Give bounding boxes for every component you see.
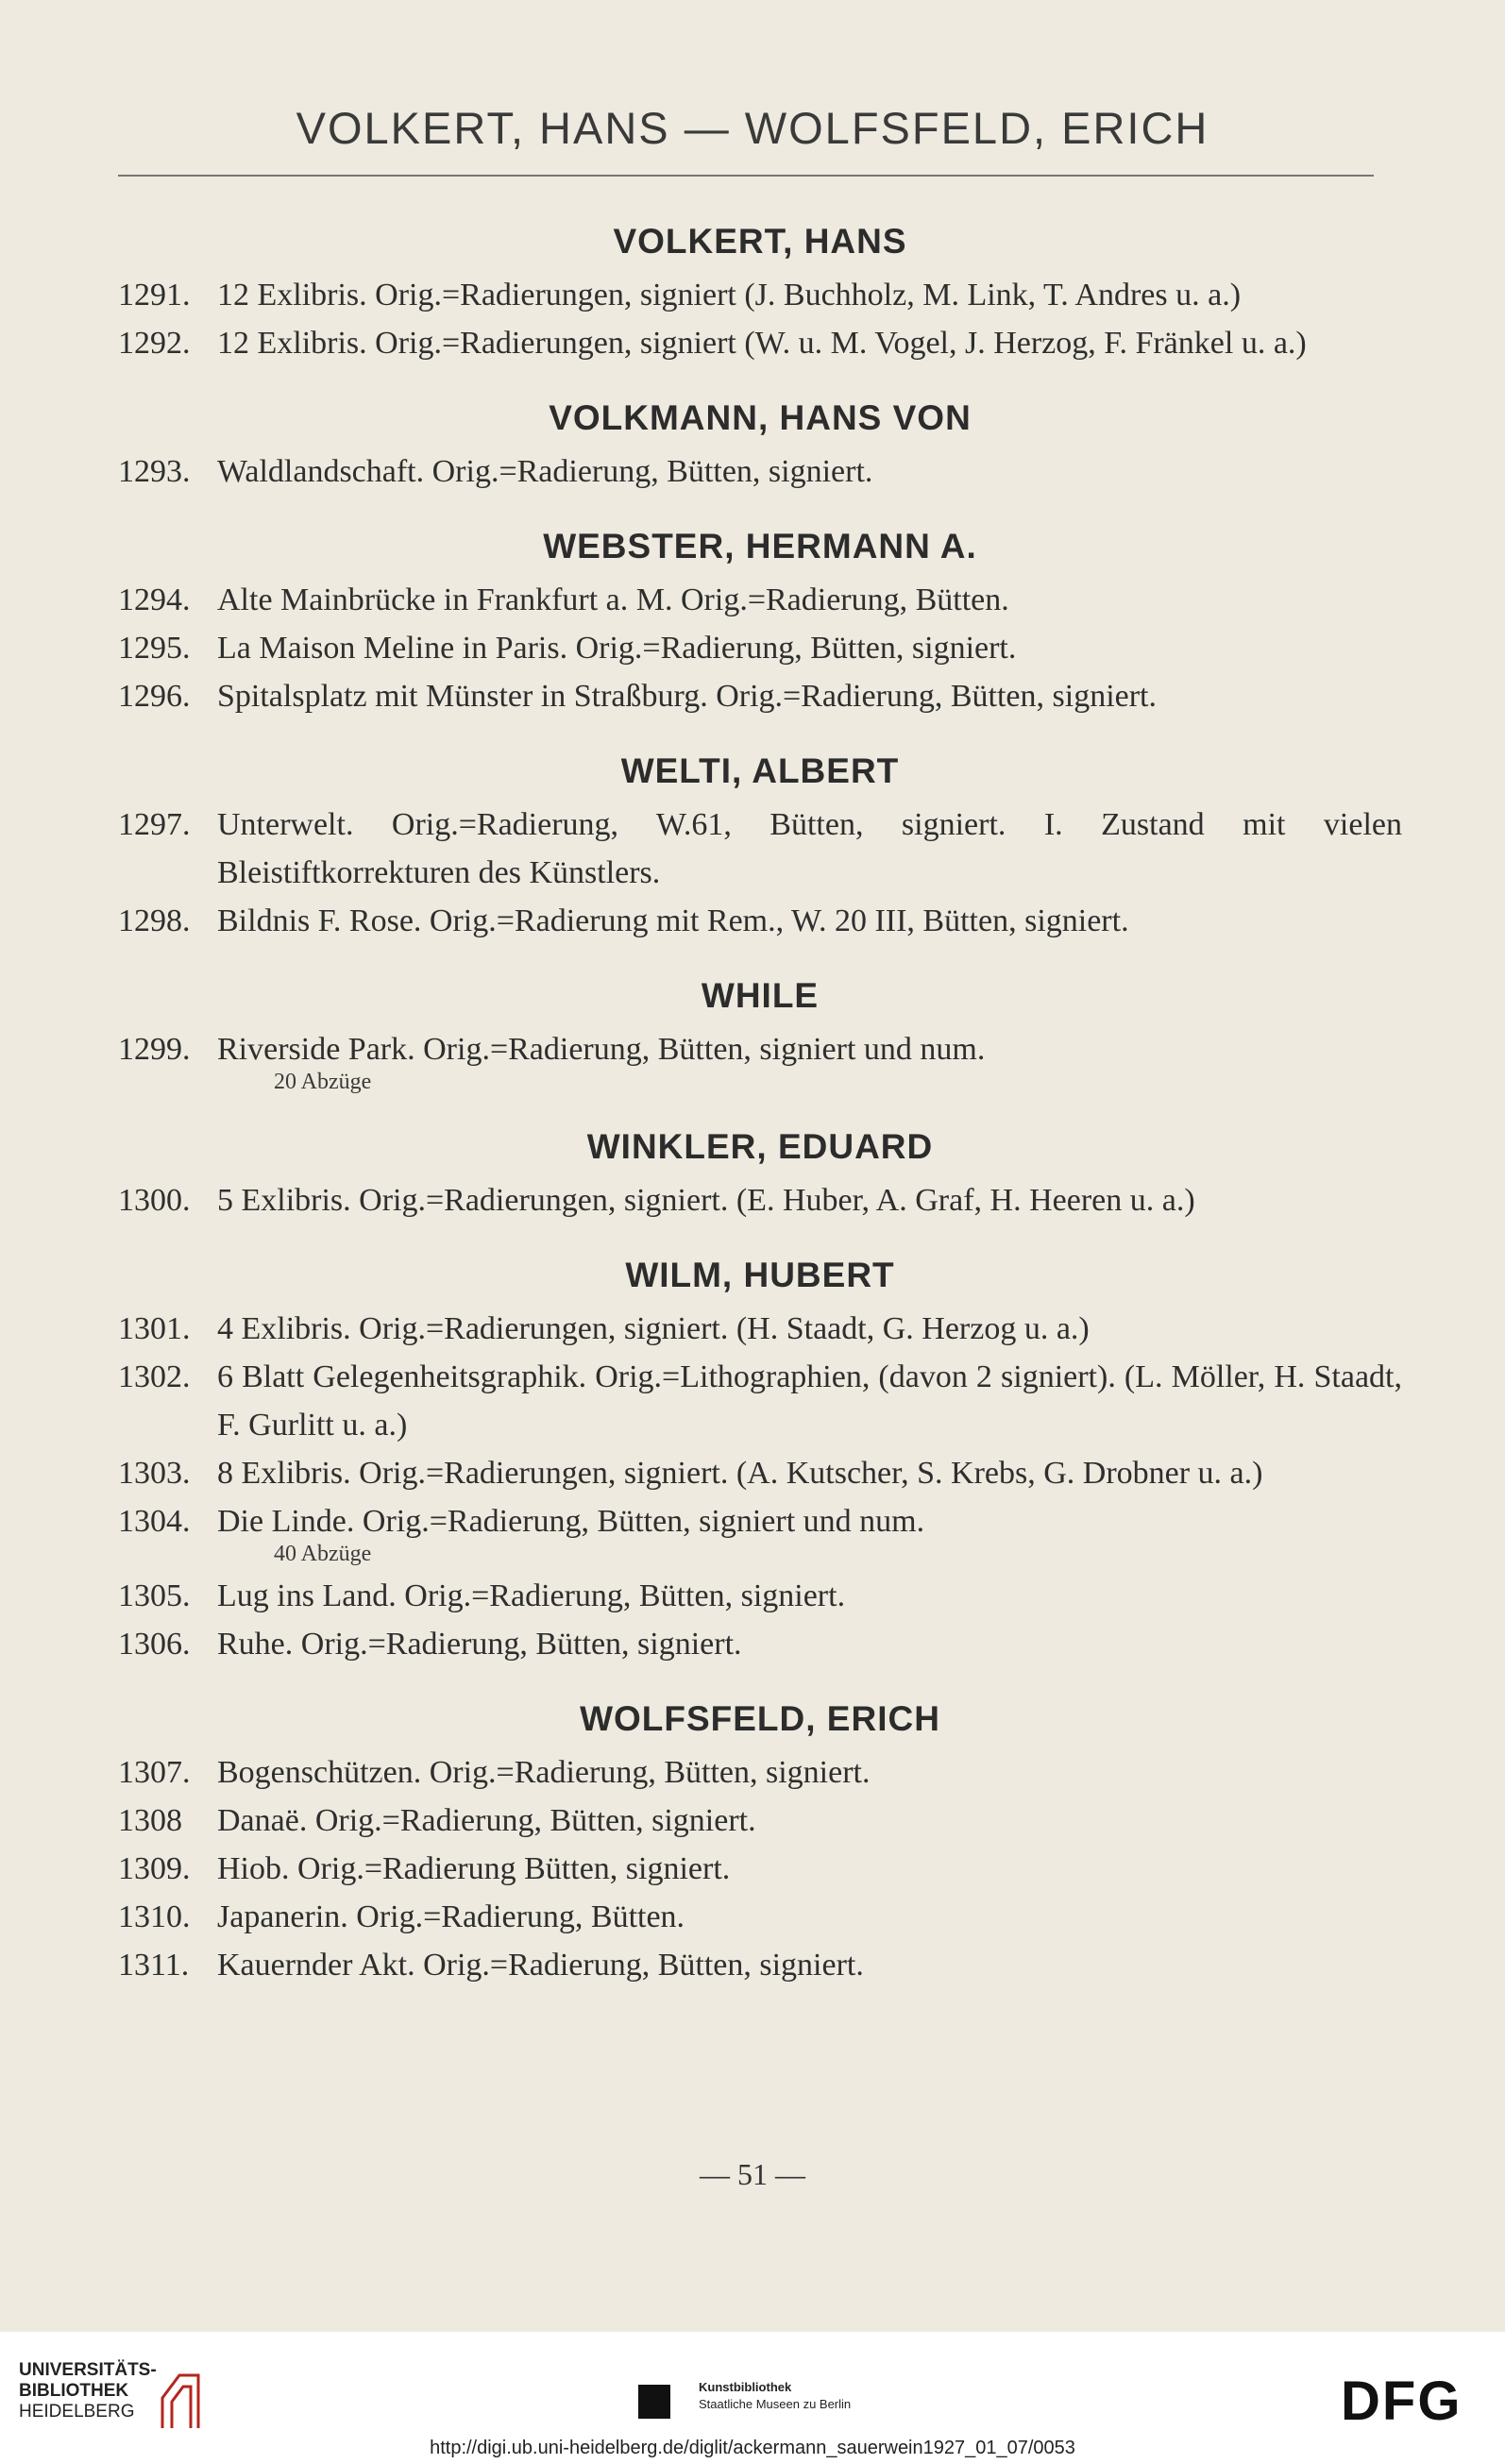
catalog-entry bbox=[118, 801, 1402, 897]
lot-number: 1297. bbox=[118, 807, 191, 842]
lot-number: 1304. bbox=[118, 1504, 191, 1539]
lot-description: 8 Exlibris. Orig.=Radierungen, signiert. (A. Kutscher, S. Krebs, G. Drobner u. a.) bbox=[217, 1456, 1263, 1491]
artist-heading: WHILE bbox=[701, 976, 820, 1015]
catalog-entry bbox=[118, 1449, 1402, 1497]
header-rule bbox=[118, 175, 1374, 177]
source-url-link[interactable]: http://digi.ub.uni-heidelberg.de/diglit/ackermann_sauerwein1927_01_07/0053 bbox=[430, 2438, 1075, 2458]
lot-number: 1309. bbox=[118, 1851, 191, 1886]
artist-heading: WILM, HUBERT bbox=[625, 1256, 895, 1294]
lot-description: Waldlandschaft. Orig.=Radierung, Bütten, signiert. bbox=[217, 454, 873, 489]
lot-number: 1296. bbox=[118, 679, 191, 714]
lot-number: 1301. bbox=[118, 1311, 191, 1346]
lot-description: Kauernder Akt. Orig.=Radierung, Bütten, signiert. bbox=[217, 1948, 864, 1983]
lot-description: Bogenschützen. Orig.=Radierung, Bütten, signiert. bbox=[217, 1755, 871, 1790]
lot-description: Lug ins Land. Orig.=Radierung, Bütten, signiert. bbox=[217, 1578, 846, 1613]
kunstbibliothek-label bbox=[699, 2379, 851, 2413]
catalog-entry bbox=[118, 1353, 1402, 1449]
ub-logo-line1: UNIVERSITÄTS- bbox=[19, 2360, 157, 2380]
lot-number: 1303. bbox=[118, 1456, 191, 1491]
catalog-entry bbox=[118, 1176, 1402, 1224]
footer-bar bbox=[0, 2332, 1505, 2464]
ub-logo-line3: HEIDELBERG bbox=[19, 2402, 135, 2422]
lot-description: 5 Exlibris. Orig.=Radierungen, signiert. (E. Huber, A. Graf, H. Heeren u. a.) bbox=[217, 1183, 1195, 1218]
artist-heading: WINKLER, EDUARD bbox=[586, 1127, 934, 1166]
lot-description: 4 Exlibris. Orig.=Radierungen, signiert. (H. Staadt, G. Herzog u. a.) bbox=[217, 1311, 1090, 1346]
catalog-entry bbox=[118, 1893, 1402, 1941]
catalog-entry bbox=[118, 1025, 1402, 1073]
edition-note: 40 Abzüge bbox=[274, 1542, 372, 1566]
lot-number: 1300. bbox=[118, 1183, 191, 1218]
running-head: VOLKERT, HANS — WOLFSFELD, ERICH bbox=[296, 103, 1209, 153]
lot-description: 6 Blatt Gelegenheitsgraphik. Orig.=Lithographien, (davon 2 signiert). (L. Möller, H. Staadt, F. Gurlitt u. a.) bbox=[217, 1359, 1402, 1443]
lot-description: Die Linde. Orig.=Radierung, Bütten, signiert und num. bbox=[217, 1504, 925, 1539]
page-number: — 51 — bbox=[700, 2157, 805, 2191]
catalog-entry bbox=[118, 1305, 1402, 1353]
dfg-logo[interactable]: DFG bbox=[1341, 2371, 1463, 2432]
lot-description: Spitalsplatz mit Münster in Straßburg. Orig.=Radierung, Bütten, signiert. bbox=[217, 679, 1157, 714]
catalog-entry bbox=[118, 1797, 1402, 1845]
lot-number: 1299. bbox=[118, 1032, 191, 1067]
catalog-entry bbox=[118, 1845, 1402, 1893]
catalog-entry bbox=[118, 319, 1402, 367]
catalog-entry bbox=[118, 1497, 1402, 1545]
lot-description: Alte Mainbrücke in Frankfurt a. M. Orig.=Radierung, Bütten. bbox=[217, 582, 1009, 617]
lot-description: 12 Exlibris. Orig.=Radierungen, signiert (W. u. M. Vogel, J. Herzog, F. Fränkel u. a.) bbox=[217, 326, 1307, 361]
artist-heading: VOLKERT, HANS bbox=[613, 222, 907, 261]
lot-number: 1292. bbox=[118, 326, 191, 361]
catalog-entry bbox=[118, 1748, 1402, 1797]
catalog-entry bbox=[118, 1941, 1402, 1989]
lot-number: 1310. bbox=[118, 1899, 191, 1934]
lot-description: Hiob. Orig.=Radierung Bütten, signiert. bbox=[217, 1851, 731, 1886]
catalog-entry bbox=[118, 1620, 1402, 1668]
catalog-entry bbox=[118, 576, 1402, 624]
catalog-entry bbox=[118, 672, 1402, 720]
catalog-content bbox=[118, 222, 1402, 1989]
lot-description: La Maison Meline in Paris. Orig.=Radierung, Bütten, signiert. bbox=[217, 631, 1017, 666]
catalog-entry bbox=[118, 1572, 1402, 1620]
lot-description: Riverside Park. Orig.=Radierung, Bütten, signiert und num. bbox=[217, 1032, 986, 1067]
lot-number: 1305. bbox=[118, 1578, 191, 1613]
artist-heading: WELTI, ALBERT bbox=[620, 751, 900, 790]
edition-note: 20 Abzüge bbox=[274, 1070, 372, 1094]
artist-heading: WOLFSFELD, ERICH bbox=[580, 1699, 940, 1738]
lot-description: Bildnis F. Rose. Orig.=Radierung mit Rem., W. 20 III, Bütten, signiert. bbox=[217, 903, 1129, 938]
lot-number: 1306. bbox=[118, 1627, 191, 1662]
catalog-entry bbox=[118, 447, 1402, 496]
catalog-entry bbox=[118, 271, 1402, 319]
lot-number: 1291. bbox=[118, 278, 191, 312]
ub-logo[interactable] bbox=[19, 2360, 157, 2422]
lot-number: 1298. bbox=[118, 903, 191, 938]
artist-heading: VOLKMANN, HANS VON bbox=[549, 398, 972, 437]
artist-heading: WEBSTER, HERMANN A. bbox=[543, 527, 977, 565]
ub-emblem-icon bbox=[159, 2370, 202, 2432]
kunstbibliothek-logo-icon[interactable] bbox=[638, 2385, 670, 2419]
lot-number: 1307. bbox=[118, 1755, 191, 1790]
lot-description: Danaë. Orig.=Radierung, Bütten, signiert. bbox=[217, 1803, 756, 1838]
ub-logo-line2: BIBLIOTHEK bbox=[19, 2381, 129, 2401]
lot-number: 1293. bbox=[118, 454, 191, 489]
lot-description: 12 Exlibris. Orig.=Radierungen, signiert (J. Buchholz, M. Link, T. Andres u. a.) bbox=[217, 278, 1242, 312]
kb-line1: Kunstbibliothek bbox=[699, 2380, 792, 2394]
lot-number: 1308 bbox=[118, 1803, 182, 1838]
lot-number: 1311. bbox=[118, 1948, 190, 1983]
lot-number: 1294. bbox=[118, 582, 191, 617]
lot-number: 1302. bbox=[118, 1359, 191, 1394]
lot-number: 1295. bbox=[118, 631, 191, 666]
lot-description: Ruhe. Orig.=Radierung, Bütten, signiert. bbox=[217, 1627, 742, 1662]
lot-description: Japanerin. Orig.=Radierung, Bütten. bbox=[217, 1899, 685, 1934]
lot-description: Unterwelt. Orig.=Radierung, W.61, Bütten, signiert. I. Zustand mit vielen Bleistiftkorrekturen des Künstlers. bbox=[217, 807, 1402, 890]
catalog-entry bbox=[118, 624, 1402, 672]
catalog-entry bbox=[118, 897, 1402, 945]
kb-line2: Staatliche Museen zu Berlin bbox=[699, 2397, 852, 2411]
